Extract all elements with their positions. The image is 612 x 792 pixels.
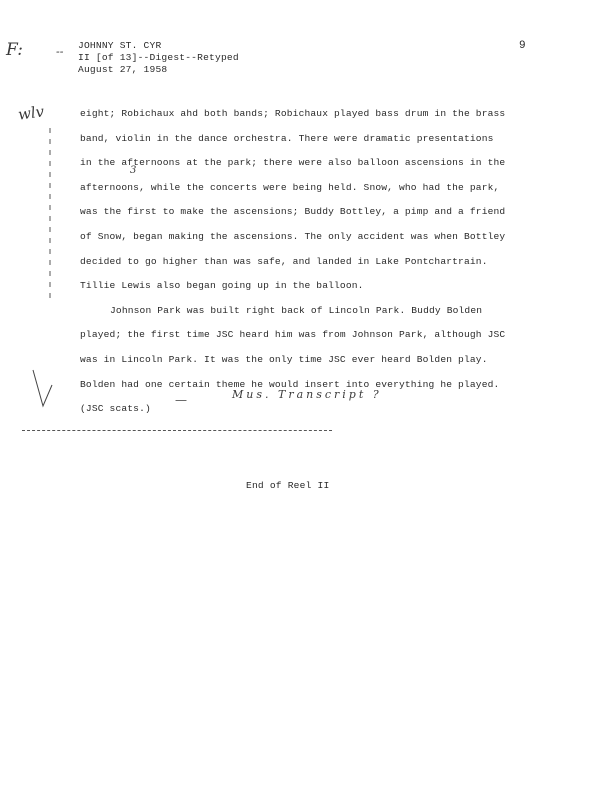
handwritten-f-mark: F: (6, 40, 23, 60)
handwritten-dash-mark: -- (56, 45, 64, 58)
margin-check-mark-icon (33, 370, 52, 406)
text-line: of Snow, began making the ascensions. The only accident was when Bottley (80, 230, 506, 242)
text-line: was the first to make the ascensions; Buddy Bottley, a pimp and a friend (80, 206, 506, 218)
text-line: (JSC scats.) (80, 403, 151, 415)
handwritten-superscript-3: 3 (130, 165, 137, 176)
text-line: in the afternoons at the park; there were also balloon ascensions in the (80, 157, 506, 169)
header-name: JOHNNY ST. CYR (78, 40, 162, 51)
header-date: August 27, 1958 (78, 64, 168, 75)
text-line: eight; Robichaux ahd both bands; Robichaux played bass drum in the brass (80, 108, 506, 119)
text-line: played; the first time JSC heard him was from Johnson Park, although JSC (80, 329, 506, 341)
handwritten-scribble-note: Mus. Transcript ? (232, 388, 382, 401)
dashed-rule (22, 430, 332, 431)
text-line: band, violin in the dance orchestra. There were dramatic presentations (80, 132, 494, 144)
header-reel: II [of 13]--Digest--Retyped (78, 52, 239, 63)
text-line: Bolden had one certain theme he would insert into everything he played. (80, 378, 500, 390)
handwritten-dash-2: — (175, 393, 187, 407)
text-line: Tillie Lewis also began going up in the balloon. (80, 280, 364, 292)
text-line: afternoons, while the concerts were being held. Snow, who had the park, (80, 181, 500, 193)
end-of-reel-label: End of Reel II (246, 480, 330, 491)
page-number: 9 (519, 40, 526, 52)
text-line: Johnson Park was built right back of Lincoln Park. Buddy Bolden (110, 304, 483, 316)
handwritten-wlv-mark: wlv (16, 102, 46, 124)
text-line: was in Lincoln Park. It was the only time JSC ever heard Bolden play. (80, 353, 488, 365)
text-line: decided to go higher than was safe, and landed in Lake Pontchartrain. (80, 255, 488, 267)
